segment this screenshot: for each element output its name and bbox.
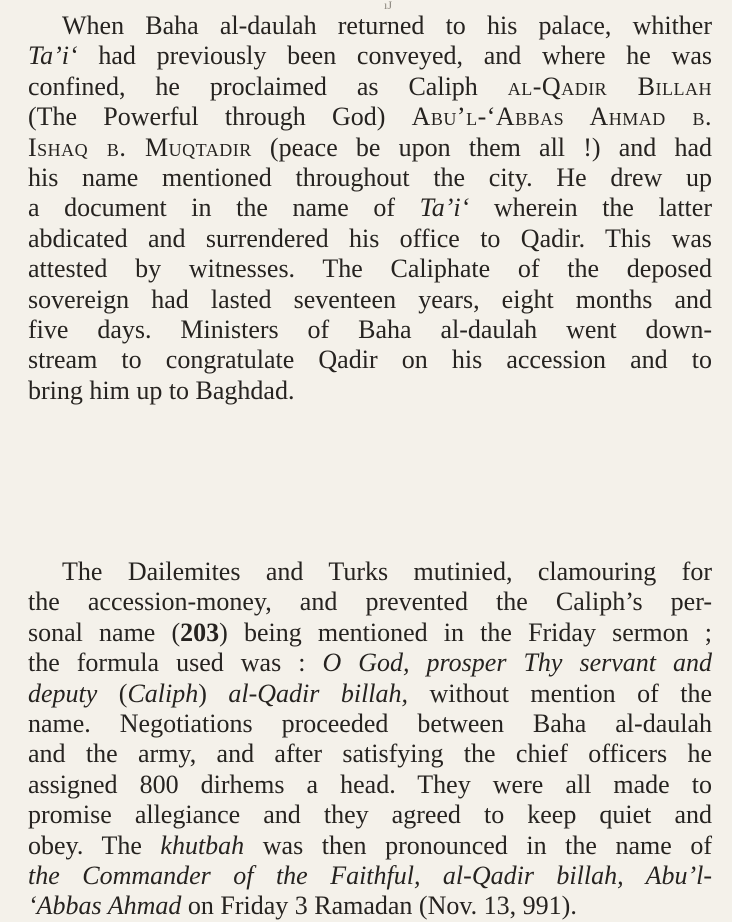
text-line: [28, 315, 712, 345]
italic-text: Caliph: [127, 678, 199, 708]
text-run: a document in the name of: [28, 193, 420, 223]
text-run: and the army, and after satisfying the chief officers he: [28, 739, 712, 769]
text-run: assigned 800 dirhems a head. They were all made to: [28, 769, 712, 799]
text-run: wherein the latter: [469, 193, 712, 223]
small-caps-text: Ishaq b. Muqtadir: [28, 132, 252, 162]
text-run: The Dailemites and Turks mutinied, clamouring for: [62, 557, 712, 586]
text-run: stream to congratulate Qadir on his accession and to: [28, 345, 712, 375]
text-run: name. Negotiations proceeded between Baha al-daulah: [28, 708, 712, 738]
text-run: promise allegiance and they agreed to keep quiet and: [28, 800, 712, 830]
text-line: [28, 587, 712, 617]
text-run: the accession-money, and prevented the Caliph’s per-: [28, 587, 712, 617]
italic-text: al-Qadir billah,: [228, 678, 409, 708]
text-run: (peace be upon them all !) and had: [251, 132, 713, 162]
text-run: on Friday 3 Ramadan (Nov. 13, 991).: [181, 891, 577, 921]
italic-text: the Commander of the Faithful, al-Qadir billah, Abu’l-: [28, 860, 712, 890]
text-run: (: [97, 678, 128, 708]
italic-text: khutbah: [160, 830, 245, 860]
text-line: [28, 739, 712, 769]
text-run: confined, he proclaimed as Caliph: [28, 71, 508, 101]
small-caps-text: Abu’l-‘Abbas Ahmad b.: [411, 102, 712, 132]
text-line: [28, 800, 712, 830]
paragraph-2: [28, 557, 712, 922]
italic-text: deputy: [28, 678, 98, 708]
text-line: [28, 11, 712, 41]
text-line: [28, 285, 712, 315]
text-run: (The Powerful through God): [28, 102, 412, 132]
text-line: [28, 224, 712, 254]
text-line: [28, 376, 712, 406]
italic-text: ‘Abbas Ahmad: [28, 891, 182, 921]
text-run: ): [198, 678, 229, 708]
text-run: bring him up to Baghdad.: [28, 375, 295, 405]
text-line: [28, 648, 712, 678]
italic-text: Ta’i‘: [419, 193, 470, 223]
text-line: [28, 861, 712, 891]
text-run: obey. The: [28, 830, 161, 860]
page-top-mark: ıJ: [384, 0, 393, 12]
text-run: When Baha al-daulah returned to his palace, whither: [62, 11, 712, 40]
text-line: [28, 102, 712, 132]
italic-text: O God, prosper Thy servant and: [322, 648, 712, 678]
text-run: ) being mentioned in the Friday sermon ;: [219, 617, 713, 647]
text-line: [28, 163, 712, 193]
text-run: without mention of the: [408, 678, 712, 708]
text-line: [28, 618, 712, 648]
paragraph-1: [28, 11, 712, 406]
small-caps-text: al-Qadir Billah: [507, 71, 712, 101]
text-run: his name mentioned throughout the city. He drew up: [28, 162, 712, 192]
text-line: [28, 133, 712, 163]
text-run: had previously been conveyed, and where he was: [77, 41, 712, 71]
text-line: [28, 193, 712, 223]
text-line: [28, 345, 712, 375]
text-run: abdicated and surrendered his office to Qadir. This was: [28, 223, 712, 253]
text-line: [28, 41, 712, 71]
text-line: [28, 891, 712, 921]
text-run: the formula used was :: [28, 648, 323, 678]
text-line: [28, 770, 712, 800]
text-line: [28, 254, 712, 284]
italic-text: Ta’i‘: [28, 41, 78, 71]
text-line: [28, 557, 712, 587]
text-line: [28, 679, 712, 709]
text-line: [28, 709, 712, 739]
text-run: sonal name (: [28, 617, 181, 647]
bold-text: 203: [180, 617, 220, 647]
text-run: sovereign had lasted seventeen years, eight months and: [28, 284, 712, 314]
text-line: [28, 72, 712, 102]
text-run: was then pronounced in the name of: [244, 830, 712, 860]
text-run: attested by witnesses. The Caliphate of the deposed: [28, 254, 712, 284]
text-run: five days. Ministers of Baha al-daulah went down-: [28, 314, 712, 344]
text-line: [28, 831, 712, 861]
